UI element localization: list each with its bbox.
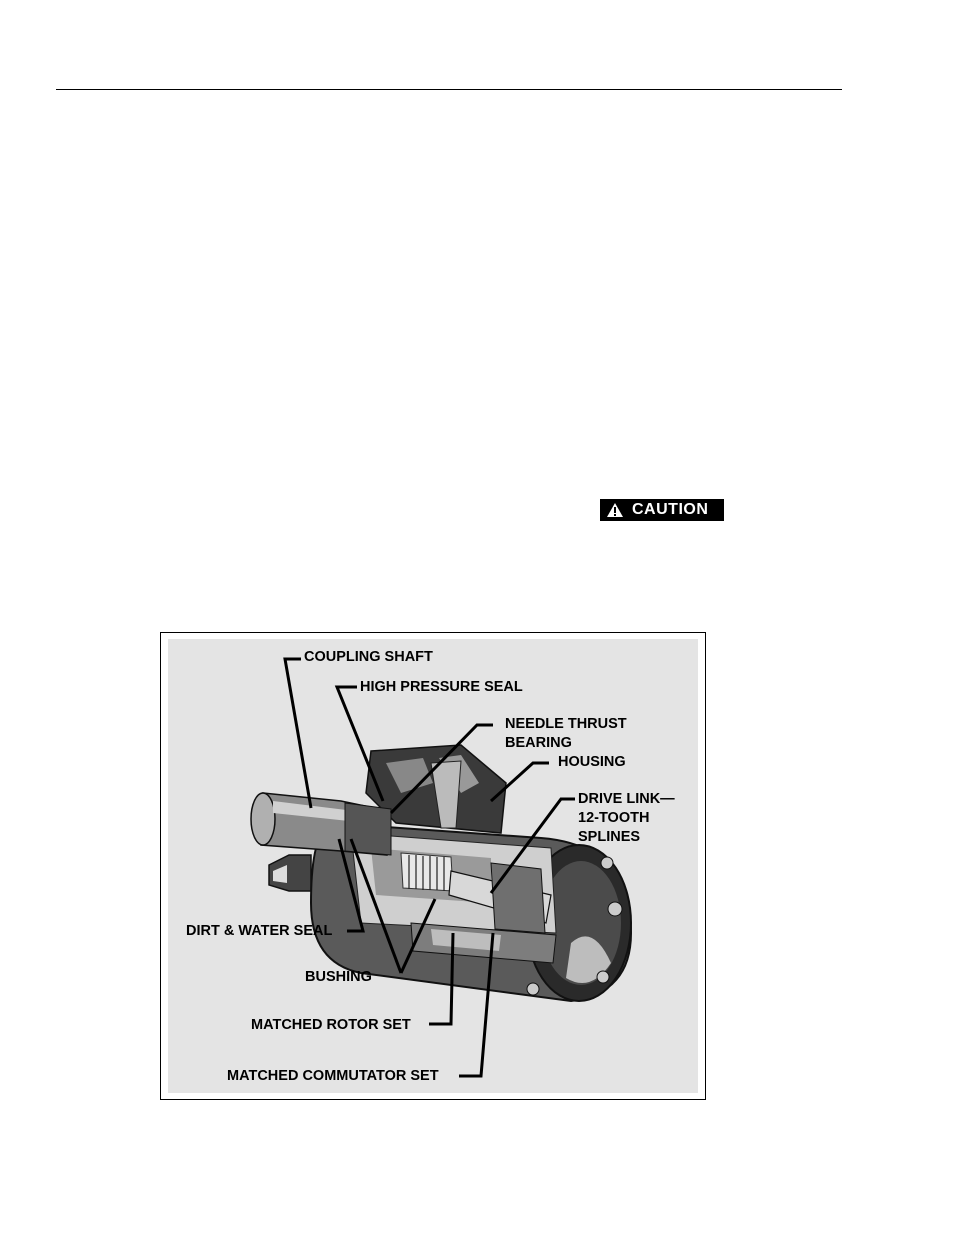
header-rule	[56, 89, 842, 90]
callout-matched-commutator-set: MATCHED COMMUTATOR SET	[227, 1068, 439, 1084]
caution-label: CAUTION	[632, 501, 709, 518]
callout-drive-link-line2: 12-TOOTH	[578, 810, 650, 826]
callout-housing: HOUSING	[558, 754, 626, 770]
caution-badge	[600, 499, 724, 521]
callout-bushing: BUSHING	[305, 969, 372, 985]
motor-cutaway-figure	[160, 632, 706, 1100]
motor-cutaway-illustration	[161, 633, 707, 1101]
callout-coupling-shaft: COUPLING SHAFT	[304, 649, 433, 665]
callout-dirt-water-seal: DIRT & WATER SEAL	[186, 923, 333, 939]
callout-drive-link	[578, 790, 675, 847]
callout-matched-rotor-set: MATCHED ROTOR SET	[251, 1017, 411, 1033]
callout-high-pressure-seal: HIGH PRESSURE SEAL	[360, 679, 523, 695]
callout-needle-thrust-bearing-line2: BEARING	[505, 735, 572, 751]
callout-needle-thrust-bearing-line1: NEEDLE THRUST	[505, 716, 627, 732]
callout-needle-thrust-bearing	[505, 715, 627, 753]
callout-drive-link-line1: DRIVE LINK—	[578, 791, 675, 807]
callout-drive-link-line3: SPLINES	[578, 829, 641, 845]
warning-triangle-icon	[606, 502, 624, 518]
